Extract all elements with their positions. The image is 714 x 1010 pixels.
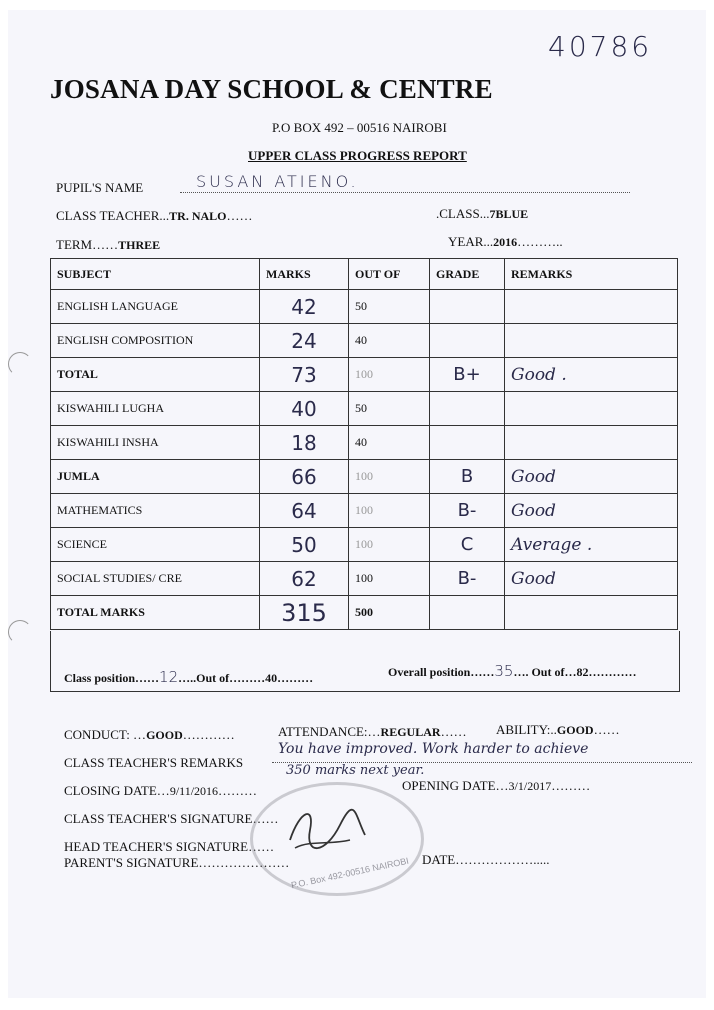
parent-signature-field: PARENT'S SIGNATURE…………………: [64, 855, 290, 870]
head-teacher-signature-label: HEAD TEACHER'S SIGNATURE……: [64, 839, 275, 854]
head-teacher-signature-mark: [280, 800, 370, 860]
marks-cell: 315: [260, 596, 349, 630]
class-value: 7BLUE: [489, 207, 529, 221]
grade-cell: B: [430, 460, 505, 494]
pupil-name-label: PUPIL'S NAME: [56, 180, 144, 195]
grade-cell: B-: [430, 562, 505, 596]
grade-cell: C: [430, 528, 505, 562]
conduct-value: GOOD: [146, 728, 183, 742]
remarks-cell: [505, 392, 678, 426]
marks-cell: 50: [260, 528, 349, 562]
class-position-label: Class position……: [64, 671, 160, 685]
opening-date-label: OPENING DATE…: [402, 778, 509, 793]
out-of-cell: 100: [349, 358, 430, 392]
punch-hole: [8, 352, 32, 376]
remarks-cell: Average .: [505, 528, 678, 562]
opening-date-value: 3/1/2017: [508, 779, 552, 793]
subject-cell: KISWAHILI INSHA: [51, 426, 260, 460]
table-row: [51, 290, 678, 324]
table-row: [51, 460, 678, 494]
overall-position-out-of: 82: [576, 665, 589, 679]
closing-date-label: CLOSING DATE…: [64, 783, 170, 798]
class-label: .CLASS...: [436, 206, 490, 221]
pupil-name-value: SUSAN ATIENO.: [196, 172, 359, 191]
grade-cell: [430, 324, 505, 358]
term-label: TERM……: [56, 237, 119, 252]
ability-value: GOOD: [556, 723, 594, 737]
ability-label: ABILITY:..: [496, 722, 557, 737]
class-teacher-signature-label: CLASS TEACHER'S SIGNATURE……: [64, 811, 279, 826]
closing-date-value: 9/11/2016: [169, 784, 219, 798]
marks-cell: 73: [260, 358, 349, 392]
stamp-text: P.O. Box 492-00516 NAIROBI: [290, 855, 410, 891]
year-field: YEAR...2016………..: [448, 234, 563, 249]
marks-table: [50, 258, 678, 630]
attendance-label: ATTENDANCE:…: [278, 724, 381, 739]
parent-signature-label: PARENT'S SIGNATURE………: [64, 855, 238, 870]
overall-position-value: 35: [494, 662, 514, 680]
grade-cell: [430, 392, 505, 426]
remarks-cell: [505, 596, 678, 630]
class-position-value: 12: [159, 668, 179, 686]
marks-table-header: [51, 259, 678, 290]
table-row: [51, 358, 678, 392]
out-of-cell: 40: [349, 426, 430, 460]
out-of-cell: 100: [349, 528, 430, 562]
teacher-remarks-line-1: You have improved. Work harder to achieve: [278, 741, 589, 757]
marks-cell: 40: [260, 392, 349, 426]
school-address: P.O BOX 492 – 00516 NAIROBI: [272, 120, 447, 135]
table-row: [51, 392, 678, 426]
col-header-marks: MARKS: [260, 259, 349, 290]
col-header-subject: SUBJECT: [51, 259, 260, 290]
year-value: 2016: [493, 235, 518, 249]
col-header-out-of: OUT OF: [349, 259, 430, 290]
class-teacher-value: TR. NALO: [169, 209, 227, 223]
remarks-cell: [505, 426, 678, 460]
out-of-cell: 40: [349, 324, 430, 358]
out-of-cell: 500: [349, 596, 430, 630]
out-of-cell: 50: [349, 290, 430, 324]
out-of-cell: 50: [349, 392, 430, 426]
overall-position-field: Overall position……35…. Out of…82…………: [388, 662, 637, 680]
remarks-cell: Good .: [505, 358, 678, 392]
year-label: YEAR...: [448, 234, 494, 249]
subject-cell: TOTAL MARKS: [51, 596, 260, 630]
subject-cell: SCIENCE: [51, 528, 260, 562]
ability-field: ABILITY:..GOOD……: [496, 722, 620, 737]
out-of-cell: 100: [349, 494, 430, 528]
remarks-cell: Good: [505, 494, 678, 528]
conduct-label: CONDUCT: …: [64, 727, 147, 742]
remarks-cell: [505, 290, 678, 324]
conduct-field: CONDUCT: …GOOD…………: [64, 727, 235, 742]
school-name: JOSANA DAY SCHOOL & CENTRE: [50, 74, 493, 104]
grade-cell: B-: [430, 494, 505, 528]
overall-position-label: Overall position……: [388, 665, 495, 679]
attendance-value: REGULAR: [380, 725, 441, 739]
subject-cell: JUMLA: [51, 460, 260, 494]
punch-hole: [8, 620, 32, 644]
marks-cell: 18: [260, 426, 349, 460]
class-teacher-field: CLASS TEACHER...TR. NALO……: [56, 208, 253, 223]
table-row: [51, 324, 678, 358]
marks-cell: 24: [260, 324, 349, 358]
subject-cell: SOCIAL STUDIES/ CRE: [51, 562, 260, 596]
grade-cell: [430, 426, 505, 460]
out-of-cell: 100: [349, 562, 430, 596]
subject-cell: ENGLISH LANGUAGE: [51, 290, 260, 324]
class-position-field: Class position……12…..Out of………40………: [64, 668, 314, 686]
remarks-cell: Good: [505, 562, 678, 596]
class-position-out-of: 40: [265, 671, 278, 685]
remarks-cell: Good: [505, 460, 678, 494]
table-row: [51, 562, 678, 596]
subject-cell: TOTAL: [51, 358, 260, 392]
out-of-cell: 100: [349, 460, 430, 494]
subject-cell: MATHEMATICS: [51, 494, 260, 528]
teacher-remarks-label: CLASS TEACHER'S REMARKS: [64, 755, 244, 770]
term-field: [56, 237, 160, 253]
teacher-remarks-line-2: 350 marks next year.: [286, 763, 425, 778]
table-row: [51, 494, 678, 528]
grade-cell: [430, 290, 505, 324]
pupil-name-line: [180, 192, 630, 193]
table-row: [51, 528, 678, 562]
term-value: THREE: [118, 238, 161, 252]
col-header-remarks: REMARKS: [505, 259, 678, 290]
class-field: [436, 206, 528, 222]
class-teacher-label: CLASS TEACHER...: [56, 208, 170, 223]
marks-cell: 64: [260, 494, 349, 528]
closing-date-field: CLOSING DATE…9/11/2016………: [64, 783, 258, 798]
marks-cell: 42: [260, 290, 349, 324]
grade-cell: B+: [430, 358, 505, 392]
report-title: UPPER CLASS PROGRESS REPORT: [248, 148, 467, 163]
table-row: [51, 426, 678, 460]
grade-cell: [430, 596, 505, 630]
col-header-grade: GRADE: [430, 259, 505, 290]
attendance-field: ATTENDANCE:…REGULAR……: [278, 724, 467, 739]
table-row: [51, 596, 678, 630]
marks-cell: 62: [260, 562, 349, 596]
opening-date-field: OPENING DATE…3/1/2017………: [402, 778, 591, 793]
remarks-cell: [505, 324, 678, 358]
marks-cell: 66: [260, 460, 349, 494]
serial-number: 40786: [548, 30, 653, 63]
date-label: DATE……………….....: [422, 852, 550, 867]
subject-cell: KISWAHILI LUGHA: [51, 392, 260, 426]
subject-cell: ENGLISH COMPOSITION: [51, 324, 260, 358]
